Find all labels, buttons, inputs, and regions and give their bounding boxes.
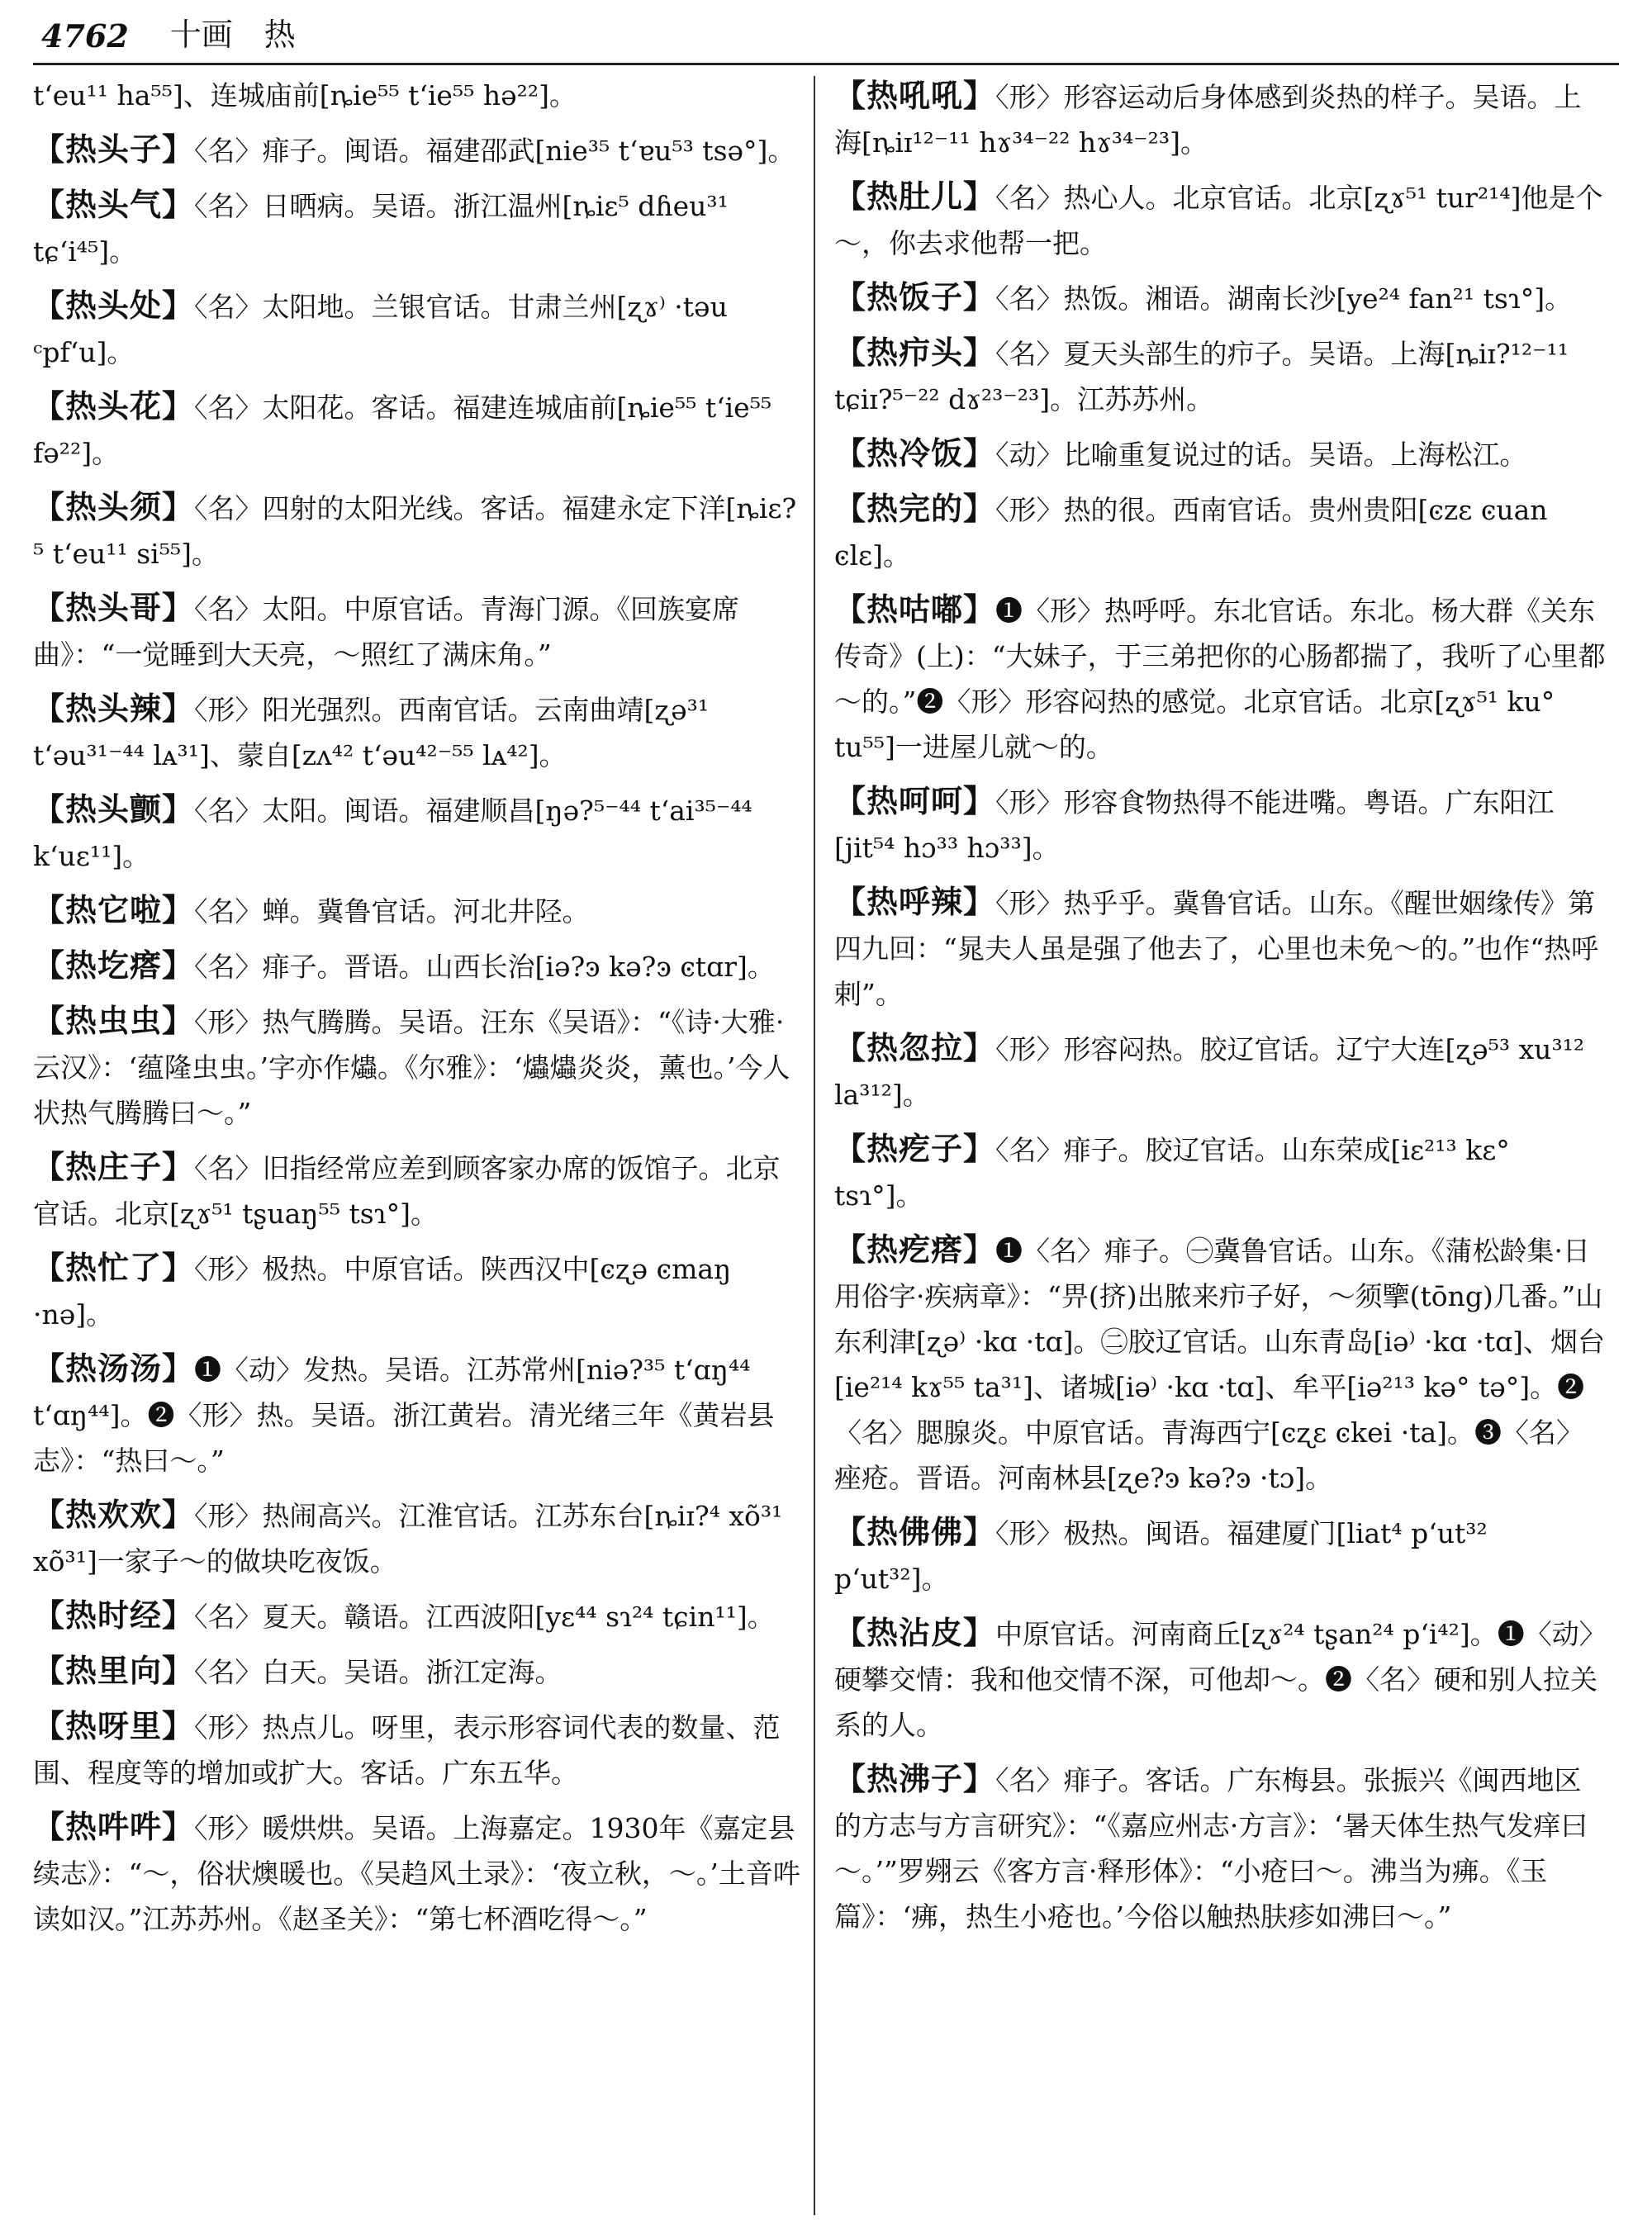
entry-headword: 【热头花】 <box>33 387 195 425</box>
entry-headword: 【热吽吽】 <box>33 1808 195 1845</box>
entry-definition: 〈名〉夏天头部生的疖子。吴语。上海[ȵiɪ?¹²⁻¹¹ tɕiɪ?⁵⁻²² dɤ²³⁻²³]。江苏苏州。 <box>834 338 1569 415</box>
entry-headword: 【热庄子】 <box>33 1148 195 1185</box>
entry-headword: 【热呀里】 <box>33 1707 195 1744</box>
dictionary-entry <box>834 1226 1607 1501</box>
entry-definition: ❶〈形〉热呼呼。东北官话。东北。杨大群《关东传奇》(上)：“大妹子，于三弟把你的心肠都揣了，我听了心里都～的。”❷〈形〉形容闷热的感觉。北京官话。北京[ʐɤ⁵¹ ku° tu⁵⁵]一进屋儿就～的。 <box>834 595 1606 763</box>
entry-definition: 〈名〉太阳地。兰银官话。甘肃兰州[ʐɤ⁾ ·təu ᶜpf‘u]。 <box>33 291 728 368</box>
dictionary-entry <box>834 173 1607 266</box>
dictionary-entry <box>834 274 1607 321</box>
entry-headword: 【热欢欢】 <box>33 1496 195 1533</box>
entry-headword: 【热冷饭】 <box>834 434 996 472</box>
entry-definition: 〈名〉日晒病。吴语。浙江温州[ȵiɛ⁵ dɦeu³¹ tɕ‘i⁴⁵]。 <box>33 190 729 268</box>
entry-definition: 〈名〉痱子。闽语。福建邵武[nie³⁵ t‘ɐu⁵³ tsə°]。 <box>194 135 795 167</box>
dictionary-entry <box>33 686 805 778</box>
entry-headword: 【热头须】 <box>33 488 195 525</box>
entry-definition: 〈形〉极热。中原官话。陕西汉中[ͼʐə ͼmaŋ ·nə]。 <box>33 1253 732 1331</box>
right-column <box>834 73 1607 2220</box>
dictionary-entry <box>33 998 805 1136</box>
entry-headword: 【热佛佛】 <box>834 1513 996 1550</box>
continuation-text: t‘eu¹¹ ha⁵⁵]、连城庙前[ȵie⁵⁵ t‘ie⁵⁵ hə²²]。 <box>33 79 577 112</box>
entry-definition: 〈名〉太阳。中原官话。青海门源。《回族宴席曲》：“一觉睡到大天亮，～照红了满床角。” <box>33 593 740 671</box>
dictionary-entry <box>834 1756 1607 1939</box>
entry-definition: ❶〈动〉发热。吴语。江苏常州[niə?³⁵ t‘ɑŋ⁴⁴ t‘ɑŋ⁴⁴]。❷〈形〉热。吴语。浙江黄岩。清光绪三年《黄岩县志》：“热曰～。” <box>33 1354 775 1477</box>
entry-definition: 〈形〉形容运动后身体感到炎热的样子。吴语。上海[ȵiɪ¹²⁻¹¹ hɤ³⁴⁻²² hɤ³⁴⁻²³]。 <box>834 81 1582 159</box>
dictionary-entry <box>33 1492 805 1584</box>
dictionary-entry <box>33 282 805 375</box>
column-divider <box>814 76 815 2215</box>
entry-headword: 【热头颤】 <box>33 790 195 828</box>
page-number: 4762 <box>41 17 129 55</box>
entry-headword: 【热疖头】 <box>834 334 996 371</box>
entry-definition: 〈名〉旧指经常应差到顾客家办席的饭馆子。北京官话。北京[ʐɤ⁵¹ tʂuaŋ⁵⁵ tsɿ°]。 <box>33 1152 781 1230</box>
entry-definition: 〈名〉夏天。赣语。江西波阳[yɛ⁴⁴ sɿ²⁴ tɕin¹¹]。 <box>194 1601 775 1633</box>
dictionary-entry <box>33 1245 805 1337</box>
entry-definition: 〈名〉痱子。晋语。山西长治[iə?ͽ kə?ͽ ͼtɑr]。 <box>194 951 775 983</box>
entry-definition: 〈名〉热心人。北京官话。北京[ʐɤ⁵¹ tur²¹⁴]他是个～，你去求他帮一把。 <box>834 182 1603 259</box>
entry-headword: 【热完的】 <box>834 490 996 527</box>
entry-headword: 【热头子】 <box>33 130 195 168</box>
dictionary-entry <box>33 1144 805 1236</box>
entry-definition: 〈形〉热气腾腾。吴语。汪东《吴语》：“《诗·大雅·云汉》：‘蕴隆虫虫。’字亦作爞。《尔雅》：‘爞爞炎炎，薰也。’今人状热气腾腾曰～。” <box>33 1006 790 1129</box>
entry-headword: 【热肚儿】 <box>834 178 996 215</box>
entry-headword: 【热吼吼】 <box>834 77 996 114</box>
entry-headword: 【热饭子】 <box>834 278 996 316</box>
dictionary-entry <box>834 586 1607 770</box>
dictionary-entry <box>33 585 805 677</box>
dictionary-entry <box>834 778 1607 871</box>
entry-headword: 【热咕嘟】 <box>834 591 996 628</box>
entry-headword: 【热沸子】 <box>834 1760 996 1797</box>
dictionary-entry <box>834 1126 1607 1218</box>
entry-definition: 〈形〉极热。闽语。福建厦门[liat⁴ p‘ut³² p‘ut³²]。 <box>834 1517 1488 1595</box>
dictionary-entry <box>33 1648 805 1695</box>
entry-definition: 〈名〉白天。吴语。浙江定海。 <box>194 1656 563 1688</box>
dictionary-entry <box>834 430 1607 477</box>
dictionary-entry <box>33 1804 805 1942</box>
entry-headword: 【热它啦】 <box>33 891 195 928</box>
dictionary-entry <box>33 942 805 989</box>
entry-headword: 【热呵呵】 <box>834 782 996 819</box>
dictionary-entry <box>834 486 1607 578</box>
entry-definition: 〈形〉热点儿。呀里，表示形容词代表的数量、范围、程度等的增加或扩大。客话。广东五华。 <box>33 1711 781 1789</box>
entry-definition: 〈名〉四射的太阳光线。客话。福建永定下洋[ȵiɛ?⁵ t‘eu¹¹ si⁵⁵]。 <box>33 492 797 570</box>
dictionary-entry <box>834 879 1607 1017</box>
entry-definition: 〈形〉热闹高兴。江淮官话。江苏东台[ȵiɪ?⁴ xõ³¹ xõ³¹]一家子～的做块吃夜饭。 <box>33 1500 783 1578</box>
entry-headword: 【热头辣】 <box>33 690 195 727</box>
entry-headword: 【热头处】 <box>33 287 195 324</box>
entry-headword: 【热头气】 <box>33 186 195 223</box>
left-column <box>33 73 805 2220</box>
entry-definition: 〈形〉阳光强烈。西南官话。云南曲靖[ʐə³¹ t‘əu³¹⁻⁴⁴ lᴀ³¹]、蒙自[zʌ⁴² t‘əu⁴²⁻⁵⁵ lᴀ⁴²]。 <box>33 694 710 771</box>
dictionary-entry <box>834 1025 1607 1117</box>
entry-definition: ❶〈名〉痱子。㊀冀鲁官话。山东。《蒲松龄集·日用俗字·疾病章》：“畀(挤)出脓来疖子好，～须擥(tōng)几番。”山东利津[ʐə⁾ ·kɑ ·tɑ]。㊁胶辽官话。山东青岛[iə⁾ ·kɑ ·tɑ]、烟台[ie²¹⁴ kɤ⁵⁵ ta³¹]、诸城[iə⁾ ·kɑ ·tɑ]、牟平[iə²¹³ kə° tə°]。❷〈名〉腮腺炎。中原官话。青海西宁[ͼʐɛ ͼkei ·ta]。❸〈名〉痤疮。晋语。河南林县[ʐe?ͽ kə?ͽ ·tɔ]。 <box>834 1235 1605 1494</box>
dictionary-entry <box>33 887 805 934</box>
entry-definition: 〈名〉太阳。闽语。福建顺昌[ŋə?⁵⁻⁴⁴ t‘ai³⁵⁻⁴⁴ k‘uɛ¹¹]。 <box>33 795 752 872</box>
entry-definition: 〈形〉热的很。西南官话。贵州贵阳[ͼzɛ ͼuan ͼlɛ]。 <box>834 494 1548 572</box>
entry-definition: 〈动〉比喻重复说过的话。吴语。上海松江。 <box>995 439 1527 471</box>
entry-definition: 〈形〉形容食物热得不能进嘴。粤语。广东阳江[jit⁵⁴ hɔ³³ hɔ³³]。 <box>834 786 1555 864</box>
dictionary-entry <box>33 126 805 173</box>
entry-definition: 中原官话。河南商丘[ʐɤ²⁴ tʂan²⁴ p‘i⁴²]。❶〈动〉硬攀交情：我和他交情不深，可他却～。❷〈名〉硬和别人拉关系的人。 <box>834 1618 1607 1741</box>
entry-headword: 【热沾皮】 <box>834 1614 996 1651</box>
dictionary-entry <box>33 182 805 274</box>
entry-headword: 【热忽拉】 <box>834 1029 996 1066</box>
entry-definition: 〈名〉热饭。湘语。湖南长沙[ye²⁴ fan²¹ tsɿ°]。 <box>995 282 1573 315</box>
entry-headword: 【热疙瘩】 <box>834 1231 996 1268</box>
page-header <box>41 10 1611 55</box>
entry-definition: 〈名〉太阳花。客话。福建连城庙前[ȵie⁵⁵ t‘ie⁵⁵ fə²²]。 <box>33 391 772 469</box>
entry-headword: 【热时经】 <box>33 1597 195 1634</box>
entry-headword: 【热虫虫】 <box>33 1002 195 1039</box>
entry-definition: 〈形〉热乎乎。冀鲁官话。山东。《醒世姻缘传》第四九回：“晁夫人虽是强了他去了，心里也未免～的。”也作“热呼剌”。 <box>834 887 1599 1010</box>
entry-definition: 〈形〉暖烘烘。吴语。上海嘉定。1930年《嘉定县续志》：“～，俗状燠暖也。《吴趋风土录》：‘夜立秋，～。’土音吽读如汉。”江苏苏州。《赵圣关》：“第七杯酒吃得～。” <box>33 1812 800 1935</box>
dictionary-entry <box>834 1509 1607 1601</box>
entry-definition: 〈名〉蝉。冀鲁官话。河北井陉。 <box>194 895 590 928</box>
entry-definition: 〈形〉形容闷热。胶辽官话。辽宁大连[ʐə⁵³ xu³¹² la³¹²]。 <box>834 1033 1585 1111</box>
entry-headword: 【热汤汤】 <box>33 1350 195 1387</box>
entry-headword: 【热圪瘩】 <box>33 947 195 984</box>
dictionary-entry <box>33 383 805 476</box>
dictionary-entry <box>834 73 1607 165</box>
entry-headword: 【热忙了】 <box>33 1249 195 1286</box>
entry-headword: 【热呼辣】 <box>834 883 996 920</box>
dictionary-entry <box>834 330 1607 422</box>
header-rule <box>33 63 1619 65</box>
dictionary-entry <box>33 1345 805 1483</box>
dictionary-entry <box>33 1703 805 1796</box>
entry-headword: 【热里向】 <box>33 1652 195 1689</box>
entry-definition: 〈名〉痱子。胶辽官话。山东荣成[iɛ²¹³ kɛ° tsɿ°]。 <box>834 1134 1510 1212</box>
dictionary-entry <box>33 484 805 576</box>
entry-headword: 【热头哥】 <box>33 589 195 626</box>
dictionary-entry <box>834 1610 1607 1748</box>
entry-headword: 【热疙子】 <box>834 1130 996 1167</box>
dictionary-entry <box>33 786 805 879</box>
section-title: 十画 热 <box>169 17 296 53</box>
dictionary-entry <box>33 1592 805 1639</box>
entry-definition: 〈名〉痱子。客话。广东梅县。张振兴《闽西地区的方志与方言研究》：“《嘉应州志·方言》：‘暑天体生热气发痒曰～。’”罗翙云《客方言·释形体》：“小疮曰～。沸当为疿。《玉篇》：‘疿，热生小疮也。’今俗以触热肤疹如沸曰～。” <box>834 1764 1588 1933</box>
